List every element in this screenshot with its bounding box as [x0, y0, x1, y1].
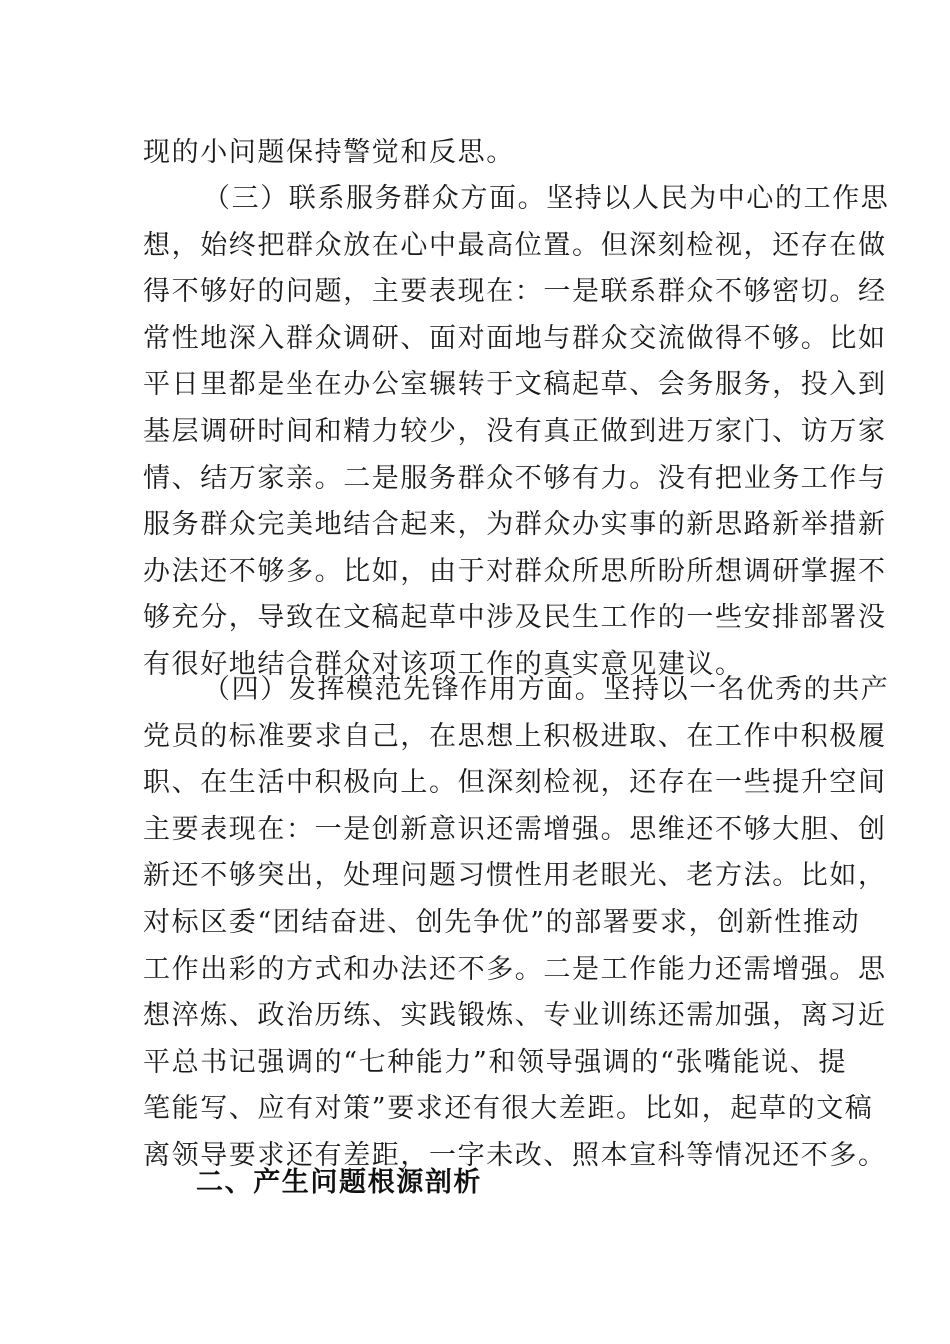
text-line: 平总书记强调的“七种能力”和领导强调的“张嘴能说、提	[143, 1046, 848, 1078]
text-line: 有很好地结合群众对该项工作的真实意见建议。	[143, 648, 744, 680]
text-line: 基层调研时间和精力较少，没有真正做到进万家门、访万家	[143, 415, 887, 447]
text-line: 想淬炼、政治历练、实践锻炼、专业训练还需加强，离习近	[143, 1000, 887, 1032]
text-line: （三）联系服务群众方面。坚持以人民为中心的工作思	[203, 183, 890, 214]
paragraph-continuation	[143, 130, 823, 177]
text-line: 够充分，导致在文稿起草中涉及民生工作的一些安排部署没	[143, 602, 887, 634]
text-line: 工作出彩的方式和办法还不多。二是工作能力还需增强。思	[143, 953, 887, 985]
text-line: 服务群众完美地结合起来，为群众办实事的新思路新举措新	[143, 509, 887, 541]
text-line: 办法还不够多。比如，由于对群众所思所盼所想调研掌握不	[143, 555, 887, 587]
text-line: 想，始终把群众放在心中最高位置。但深刻检视，还存在做	[143, 229, 887, 261]
paragraph-four	[143, 667, 890, 1180]
text-line: 主要表现在：一是创新意识还需增强。思维还不够大胆、创	[143, 813, 887, 845]
text-line: 笔能写、应有对策”要求还有很大差距。比如，起草的文稿	[143, 1093, 874, 1125]
text-line: 常性地深入群众调研、面对面地与群众交流做得不够。比如	[143, 322, 887, 354]
text-line: 职、在生活中积极向上。但深刻检视，还存在一些提升空间	[143, 767, 887, 799]
text-line: 党员的标准要求自己，在思想上积极进取、在工作中积极履	[143, 720, 887, 752]
text-line: 平日里都是坐在办公室辗转于文稿起草、会务服务，投入到	[143, 369, 887, 401]
text-line: 现的小问题保持警觉和反思。	[143, 137, 515, 168]
text-line: 新还不够突出，处理问题习惯性用老眼光、老方法。比如，	[143, 860, 887, 892]
text-line: （四）发挥模范先锋作用方面。坚持以一名优秀的共产	[203, 674, 890, 705]
text-line: 对标区委“团结奋进、创先争优”的部署要求，创新性推动	[143, 906, 861, 938]
section-heading: 二、产生问题根源剖析	[196, 1167, 482, 1198]
text-line: 离领导要求还有差距，一字未改、照本宣科等情况还不多。	[143, 1139, 887, 1171]
paragraph-three	[143, 176, 890, 689]
text-line: 情、结万家亲。二是服务群众不够有力。没有把业务工作与	[143, 462, 887, 494]
text-line: 得不够好的问题，主要表现在：一是联系群众不够密切。经	[143, 276, 887, 308]
